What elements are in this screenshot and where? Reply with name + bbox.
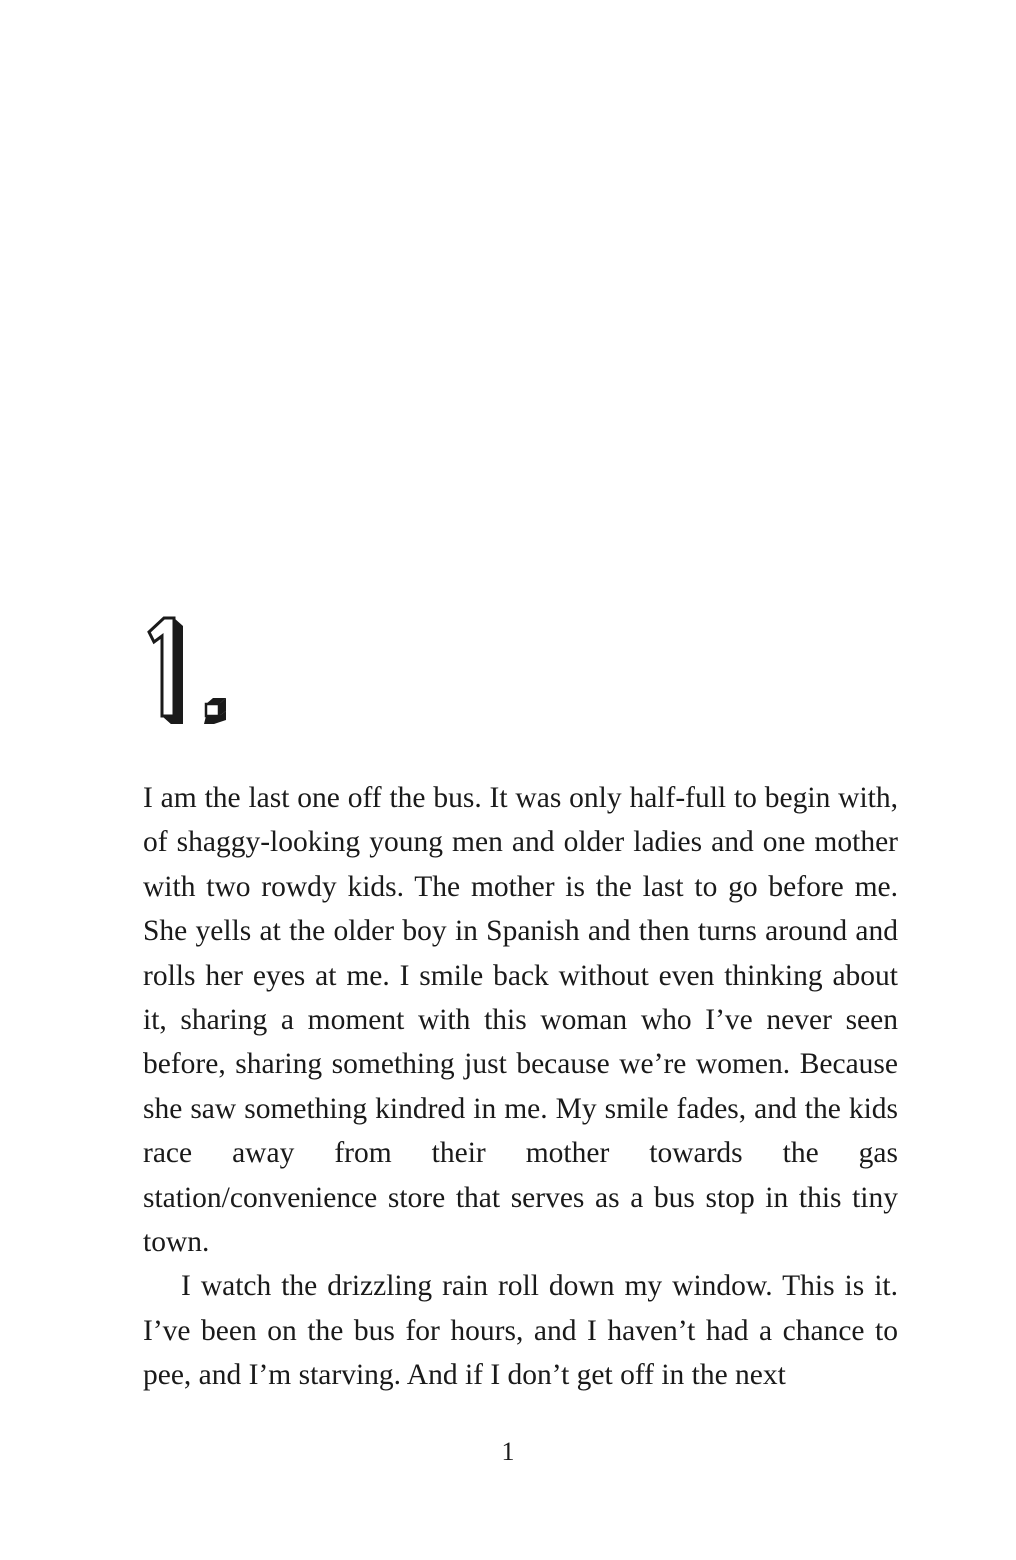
chapter-number <box>146 612 266 732</box>
paragraph-2: I watch the drizzling rain roll down my window. This is it. I’ve been on the bus for hours, and I haven’t had a chance to pee, and I’m starving. And if I don’t get off in the next <box>143 1270 898 1392</box>
paragraph-1: I am the last one off the bus. It was only half-full to begin with, of shaggy-looking young men and older ladies and one mother with two rowdy kids. The mother is the last to go before me. She yells at the older boy in Spanish and then turns around and rolls her eyes at me. I smile back without even thinking about it, sharing a moment with this woman who I’ve never seen before, sharing something just because we’re women. Because she saw something kindred in me. My smile fades, and the kids race away from their mother towards the gas station/convenience store that serves as a bus stop in this tiny town. <box>143 782 898 1259</box>
chapter-body <box>143 776 898 1398</box>
chapter-number-glyph <box>146 612 266 732</box>
page-number: 1 <box>501 1437 515 1466</box>
